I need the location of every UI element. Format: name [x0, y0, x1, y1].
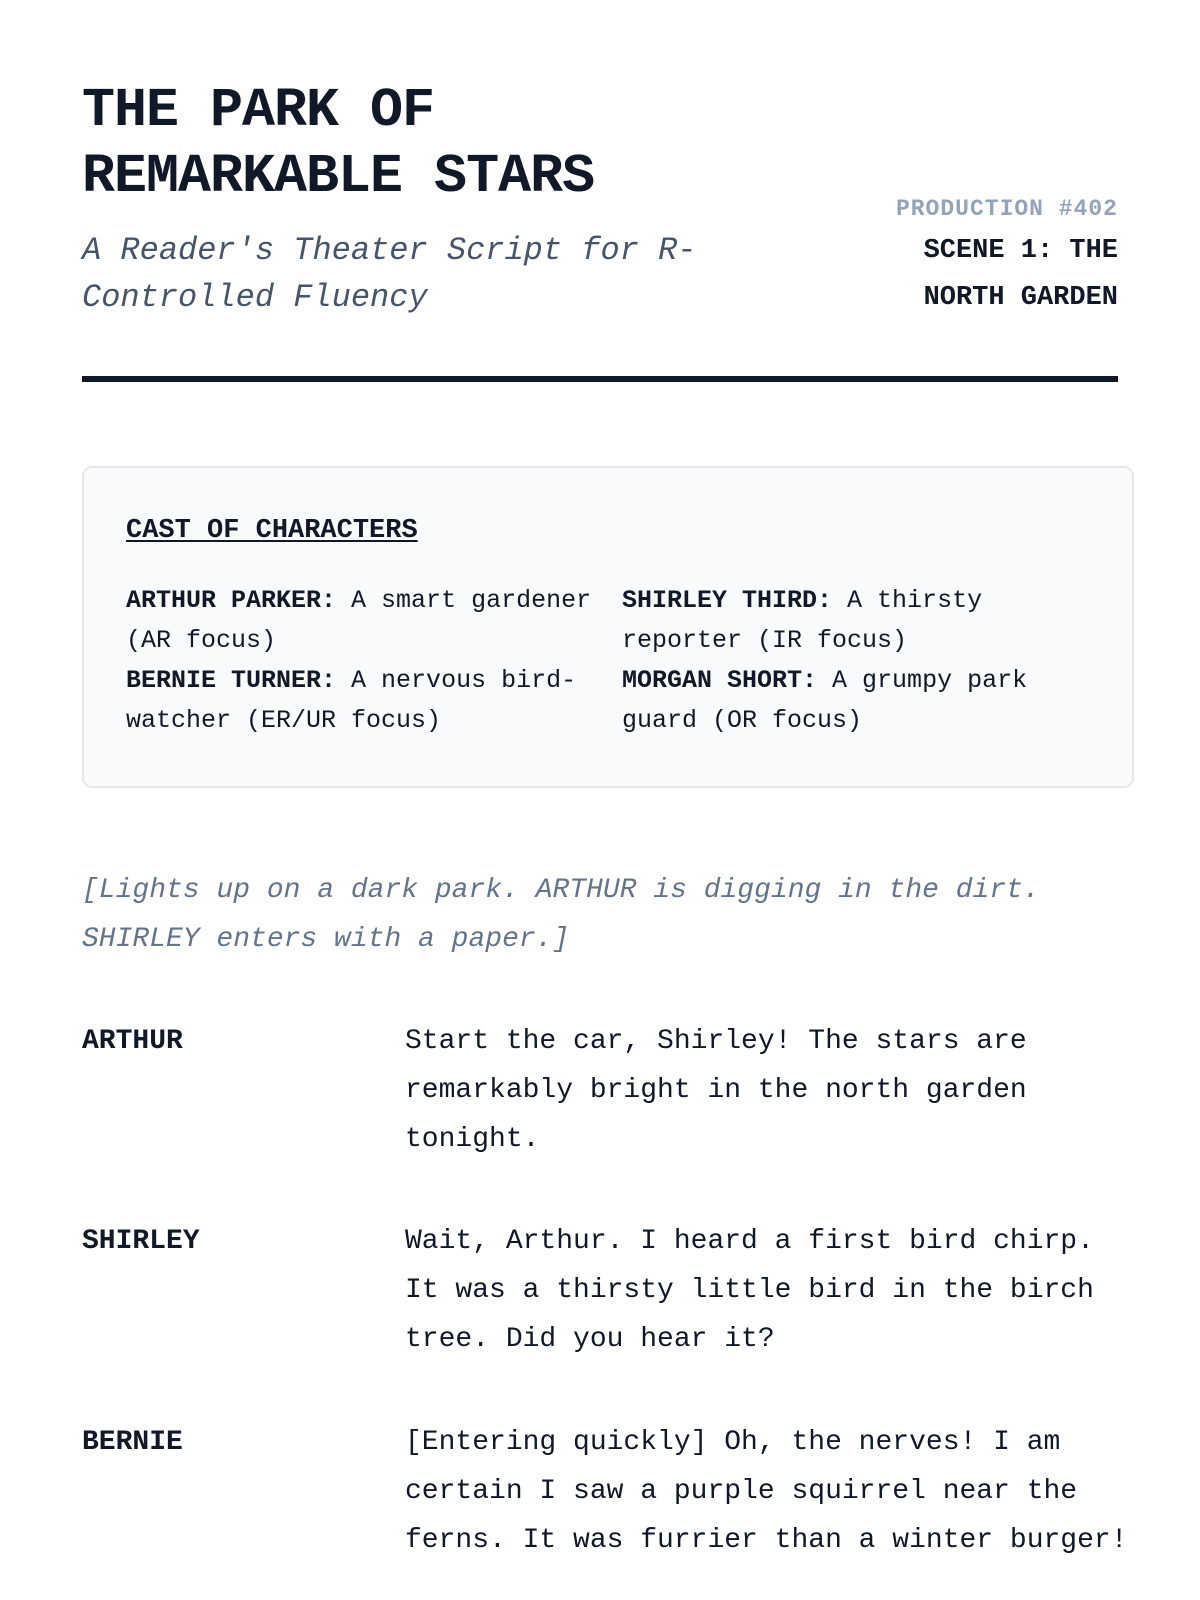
title-line-1: THE PARK OF — [82, 79, 435, 142]
speaker-name: SHIRLEY — [82, 1226, 200, 1257]
scene-label: SCENE 1: THE NORTH GARDEN — [923, 236, 1118, 313]
speaker-name: BERNIE — [82, 1427, 183, 1458]
cast-member-name: ARTHUR PARKER: — [126, 586, 337, 615]
page-subtitle: A Reader's Theater Script for R-Controlled Fluency — [82, 232, 697, 316]
dialogue-text: Wait, Arthur. I heard a first bird chirp. It was a thirsty little bird in the birch tree. Did you hear it? — [405, 1226, 1094, 1355]
dialogue-line-bernie — [82, 1418, 1142, 1565]
dialogue-line-arthur — [82, 1017, 1142, 1164]
cast-member-description: A grumpy park guard (OR focus) — [622, 666, 1028, 735]
cast-list — [126, 581, 1090, 741]
speaker-name: ARTHUR — [82, 1026, 183, 1057]
cast-member-description: A smart gardener (AR focus) — [126, 586, 592, 655]
stage-direction: [Lights up on a dark park. ARTHUR is digging in the dirt. SHIRLEY enters with a paper.] — [82, 875, 1040, 955]
cast-heading: CAST OF CHARACTERS — [126, 516, 418, 546]
cast-of-characters-box — [82, 466, 1134, 788]
header-divider — [82, 376, 1118, 382]
dialogue-text: Start the car, Shirley! The stars are remarkably bright in the north garden tonight. — [405, 1026, 1027, 1155]
title-line-2: REMARKABLE STARS — [82, 145, 595, 208]
cast-member-morgan — [622, 661, 1092, 741]
production-number: PRODUCTION #402 — [895, 196, 1118, 222]
cast-member-arthur — [126, 581, 622, 661]
cast-member-name: MORGAN SHORT: — [622, 666, 818, 695]
cast-member-shirley — [622, 581, 1092, 661]
cast-member-description: A nervous bird-watcher (ER/UR focus) — [126, 666, 577, 735]
script-header — [82, 0, 1118, 380]
cast-member-name: SHIRLEY THIRD: — [622, 586, 833, 615]
page-title — [82, 78, 782, 210]
cast-member-bernie — [126, 661, 622, 741]
cast-member-description: A thirsty reporter (IR focus) — [622, 586, 983, 655]
cast-member-name: BERNIE TURNER: — [126, 666, 337, 695]
dialogue-line-shirley — [82, 1217, 1142, 1364]
dialogue-text: [Entering quickly] Oh, the nerves! I am certain I saw a purple squirrel near the ferns. It was furrier than a winter burger! — [405, 1427, 1128, 1556]
